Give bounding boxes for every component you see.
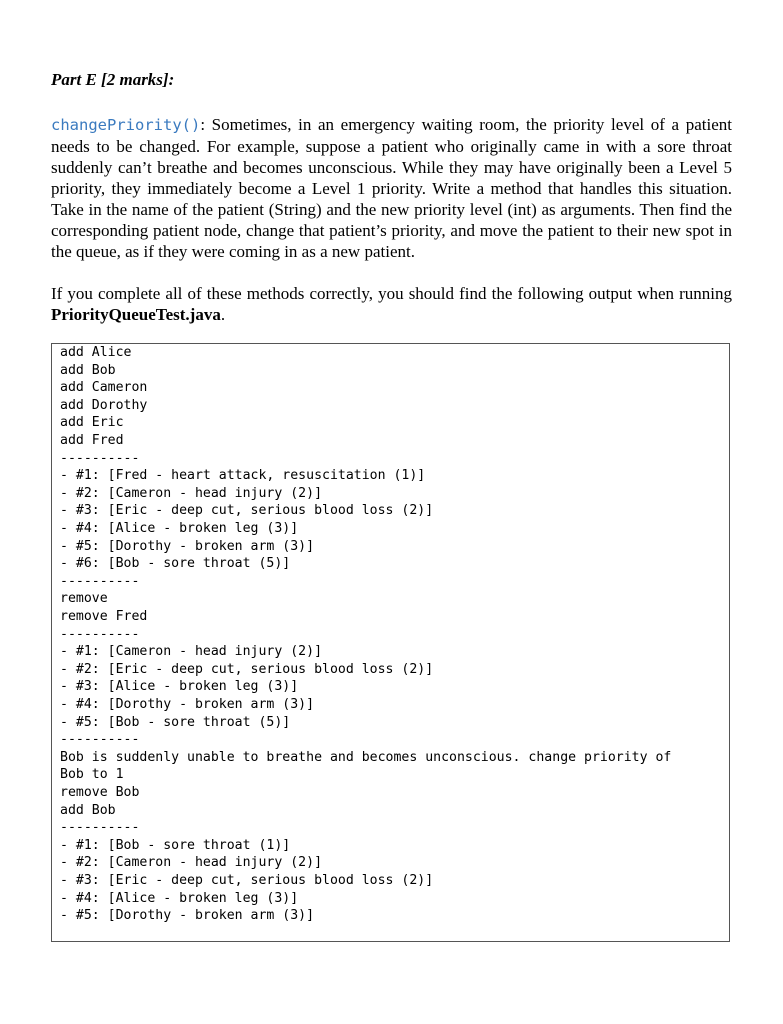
- output-line: - #5: [Bob - sore throat (5)]: [60, 714, 291, 730]
- expected-output-intro: [51, 283, 732, 325]
- output-line: - #2: [Cameron - head injury (2)]: [60, 855, 323, 871]
- expected-output-box: [51, 343, 730, 942]
- output-line: ----------: [60, 573, 140, 589]
- intro-text: If you complete all of these methods correctly, you should find the following output when running: [51, 284, 732, 303]
- output-line: ----------: [60, 820, 140, 836]
- output-line: - #4: [Alice - broken leg (3)]: [60, 890, 299, 906]
- output-line: - #3: [Eric - deep cut, serious blood loss (2)]: [60, 873, 434, 888]
- output-line: add Bob: [60, 362, 116, 378]
- output-line: - #2: [Cameron - head injury (2)]: [60, 485, 323, 501]
- output-line: - #1: [Fred - heart attack, resuscitation (1)]: [60, 468, 426, 484]
- method-description: [51, 114, 732, 262]
- output-line: - #4: [Dorothy - broken arm (3)]: [60, 697, 315, 712]
- output-line: - #1: [Cameron - head injury (2)]: [60, 644, 323, 660]
- output-line: add Eric: [60, 415, 124, 431]
- output-line: ----------: [60, 732, 140, 748]
- output-line: Bob is suddenly unable to breathe and becomes unconscious. change priority of: [60, 749, 672, 765]
- output-line: add Dorothy: [60, 397, 148, 413]
- output-line: Bob to 1: [60, 767, 124, 783]
- output-line: ----------: [60, 626, 140, 642]
- output-line: - #4: [Alice - broken leg (3)]: [60, 521, 299, 536]
- output-line: remove: [60, 591, 108, 607]
- method-name: changePriority(): [51, 116, 201, 134]
- output-line: add Alice: [60, 345, 132, 360]
- output-line: - #5: [Dorothy - broken arm (3)]: [60, 538, 315, 554]
- test-filename: PriorityQueueTest.java: [51, 305, 221, 324]
- output-line: remove Fred: [60, 609, 148, 624]
- output-line: - #5: [Dorothy - broken arm (3)]: [60, 908, 315, 924]
- part-heading: Part E [2 marks]:: [51, 70, 175, 89]
- output-line: add Bob: [60, 802, 116, 818]
- output-line: - #3: [Eric - deep cut, serious blood loss (2)]: [60, 503, 434, 519]
- output-line: ----------: [60, 450, 140, 466]
- output-line: - #2: [Eric - deep cut, serious blood loss (2)]: [60, 661, 434, 677]
- output-line: - #3: [Alice - broken leg (3)]: [60, 679, 299, 695]
- output-line: - #1: [Bob - sore throat (1)]: [60, 837, 291, 853]
- output-line: - #6: [Bob - sore throat (5)]: [60, 556, 291, 572]
- output-line: remove Bob: [60, 785, 140, 800]
- output-line: add Cameron: [60, 380, 148, 396]
- intro-end: .: [220, 305, 226, 324]
- output-line: add Fred: [60, 433, 124, 448]
- method-description-text: : Sometimes, in an emergency waiting room, the priority level of a patient needs to be changed. For example, suppose a patient who originally came in with a sore throat suddenly can’t breathe and becomes unconscious. While they may have originally been a Level 5 priority, they immediately become a Level 1 priority. Write a method that handles this situation. Take in the name of the patient (String) and the new priority level (int) as arguments. Then find the corresponding patient node, change that patient’s priority, and move the patient to their new spot in the queue, as if they were coming in as a new patient.: [51, 115, 732, 261]
